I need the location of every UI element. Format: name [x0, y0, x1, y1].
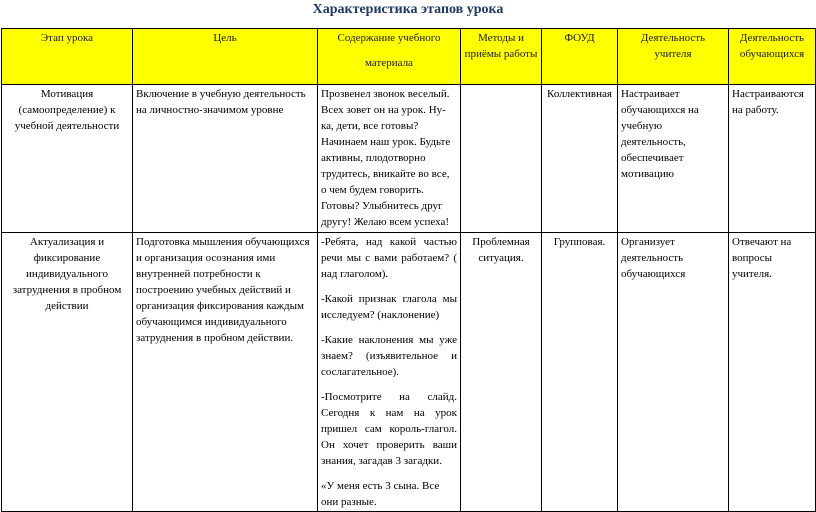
cell-content: [318, 85, 461, 233]
header-foud: ФОУД: [542, 29, 618, 85]
cell-goal: Подготовка мышления обучающихся и организация осознания ими внутренней потребности к построению учебных действий и организация фиксирования каждым обучающимся индивидуального затруднения в пробном действии.: [133, 233, 318, 512]
cell-stage: Мотивация (самоопределение) к учебной деятельности: [2, 85, 133, 233]
cell-content: [318, 233, 461, 512]
table-header-row: [2, 29, 816, 85]
table-row: [2, 85, 816, 233]
header-content-line2: материала: [365, 57, 413, 69]
cell-methods: [461, 85, 542, 233]
content-paragraph: Прозвенел звонок веселый. Всех зовет он на урок. Ну-ка, дети, все готовы? Начинаем наш урок. Будьте активны, плодотворно трудитесь, вникайте во все, о чем будем говорить. Готовы? Улыбнитесь друг другу! Желаю всем успеха!: [321, 88, 451, 228]
cell-teacher: Настраивает обучающихся на учебную деятельность, обеспечивает мотивацию: [618, 85, 729, 233]
header-goal: Цель: [133, 29, 318, 85]
lesson-stages-table: [1, 28, 816, 512]
content-paragraph: -Ребята, над какой частью речи мы с вами работаем? ( над глаголом).: [321, 236, 457, 280]
cell-stage: Актуализация и фиксирование индивидуального затруднения в пробном действии: [2, 233, 133, 512]
content-paragraph: -Посмотрите на слайд. Сегодня к нам на урок пришел сам король-глагол. Он хочет проверить ваши знания, загадав 3 загадки.: [321, 391, 457, 467]
header-students: Деятельность обучающихся: [729, 29, 816, 85]
cell-foud: Коллективная: [542, 85, 618, 233]
page-title: Характеристика этапов урока: [312, 2, 504, 17]
table-row: [2, 233, 816, 512]
header-content-line1: Содержание учебного: [337, 32, 441, 44]
cell-students: Настраиваются на работу.: [729, 85, 816, 233]
header-methods: Методы и приёмы работы: [461, 29, 542, 85]
header-stage: Этап урока: [2, 29, 133, 85]
cell-students: Отвечают на вопросы учителя.: [729, 233, 816, 512]
content-paragraph: -Какой признак глагола мы исследуем? (наклонение): [321, 293, 457, 321]
cell-foud: Групповая.: [542, 233, 618, 512]
cell-methods: Проблемная ситуация.: [461, 233, 542, 512]
cell-goal: Включение в учебную деятельность на личностно-значимом уровне: [133, 85, 318, 233]
content-paragraph: «У меня есть 3 сына. Все они разные.: [321, 480, 440, 508]
header-teacher: Деятельность учителя: [618, 29, 729, 85]
content-paragraph: -Какие наклонения мы уже знаем? (изъявительное и сослагательное).: [321, 334, 457, 378]
cell-teacher: Организует деятельность обучающихся: [618, 233, 729, 512]
header-content: [318, 29, 461, 85]
